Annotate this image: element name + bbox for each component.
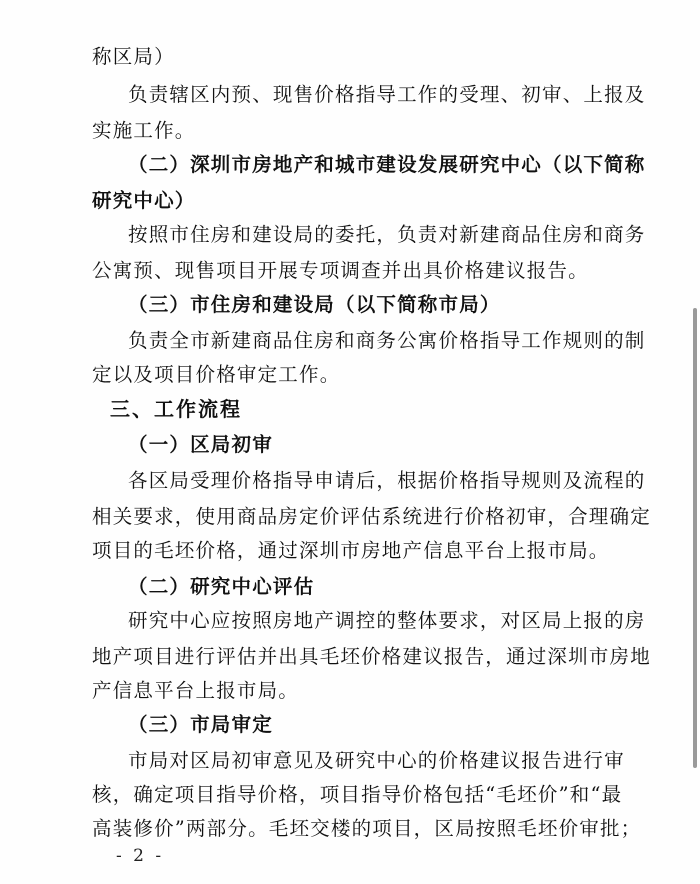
text-line-7: 公寓预、现售项目开展专项调查并出具价格建议报告。: [92, 259, 589, 282]
text-line-15: 项目的毛坯价格，通过深圳市房地产信息平台上报市局。: [92, 539, 610, 562]
section-heading-workflow: 三、工作流程: [110, 397, 242, 421]
text-line-1: 称区局）: [92, 45, 175, 68]
text-line-18: 地产项目进行评估并出具毛坯价格建议报告，通过深圳市房地: [92, 645, 651, 668]
section-heading-city-bureau: （三）市住房和建设局（以下简称市局）: [128, 293, 501, 316]
text-line-13: 各区局受理价格指导申请后，根据价格指导规则及流程的: [128, 469, 646, 492]
text-line-23: 高装修价”两部分。毛坯交楼的项目，区局按照毛坯价审批；: [92, 817, 642, 840]
text-line-14: 相关要求，使用商品房定价评估系统进行价格初审，合理确定: [92, 505, 651, 528]
text-line-10: 定以及项目价格审定工作。: [92, 363, 341, 386]
subheading-district-review: （一）区局初审: [128, 433, 273, 456]
page-number: - 2 -: [116, 846, 165, 866]
section-heading-research-center: （二）深圳市房地产和城市建设发展研究中心（以下简称: [128, 153, 646, 176]
text-line-3: 实施工作。: [92, 119, 196, 142]
text-line-2: 负责辖区内预、现售价格指导工作的受理、初审、上报及: [128, 83, 646, 106]
text-line-9: 负责全市新建商品住房和商务公寓价格指导工作规则的制: [128, 329, 646, 352]
text-line-19: 产信息平台上报市局。: [92, 679, 300, 702]
subheading-research-assessment: （二）研究中心评估: [128, 575, 315, 598]
text-line-22: 核，确定项目指导价格，项目指导价格包括“毛坯价”和“最: [92, 783, 623, 806]
subheading-city-approval: （三）市局审定: [128, 713, 273, 736]
text-line-17: 研究中心应按照房地产调控的整体要求，对区局上报的房: [128, 609, 646, 632]
text-line-6: 按照市住房和建设局的委托，负责对新建商品住房和商务: [128, 223, 646, 246]
scrollbar-thumb[interactable]: [693, 308, 697, 768]
section-heading-research-center-cont: 研究中心）: [92, 189, 196, 212]
text-line-21: 市局对区局初审意见及研究中心的价格建议报告进行审: [128, 749, 625, 772]
